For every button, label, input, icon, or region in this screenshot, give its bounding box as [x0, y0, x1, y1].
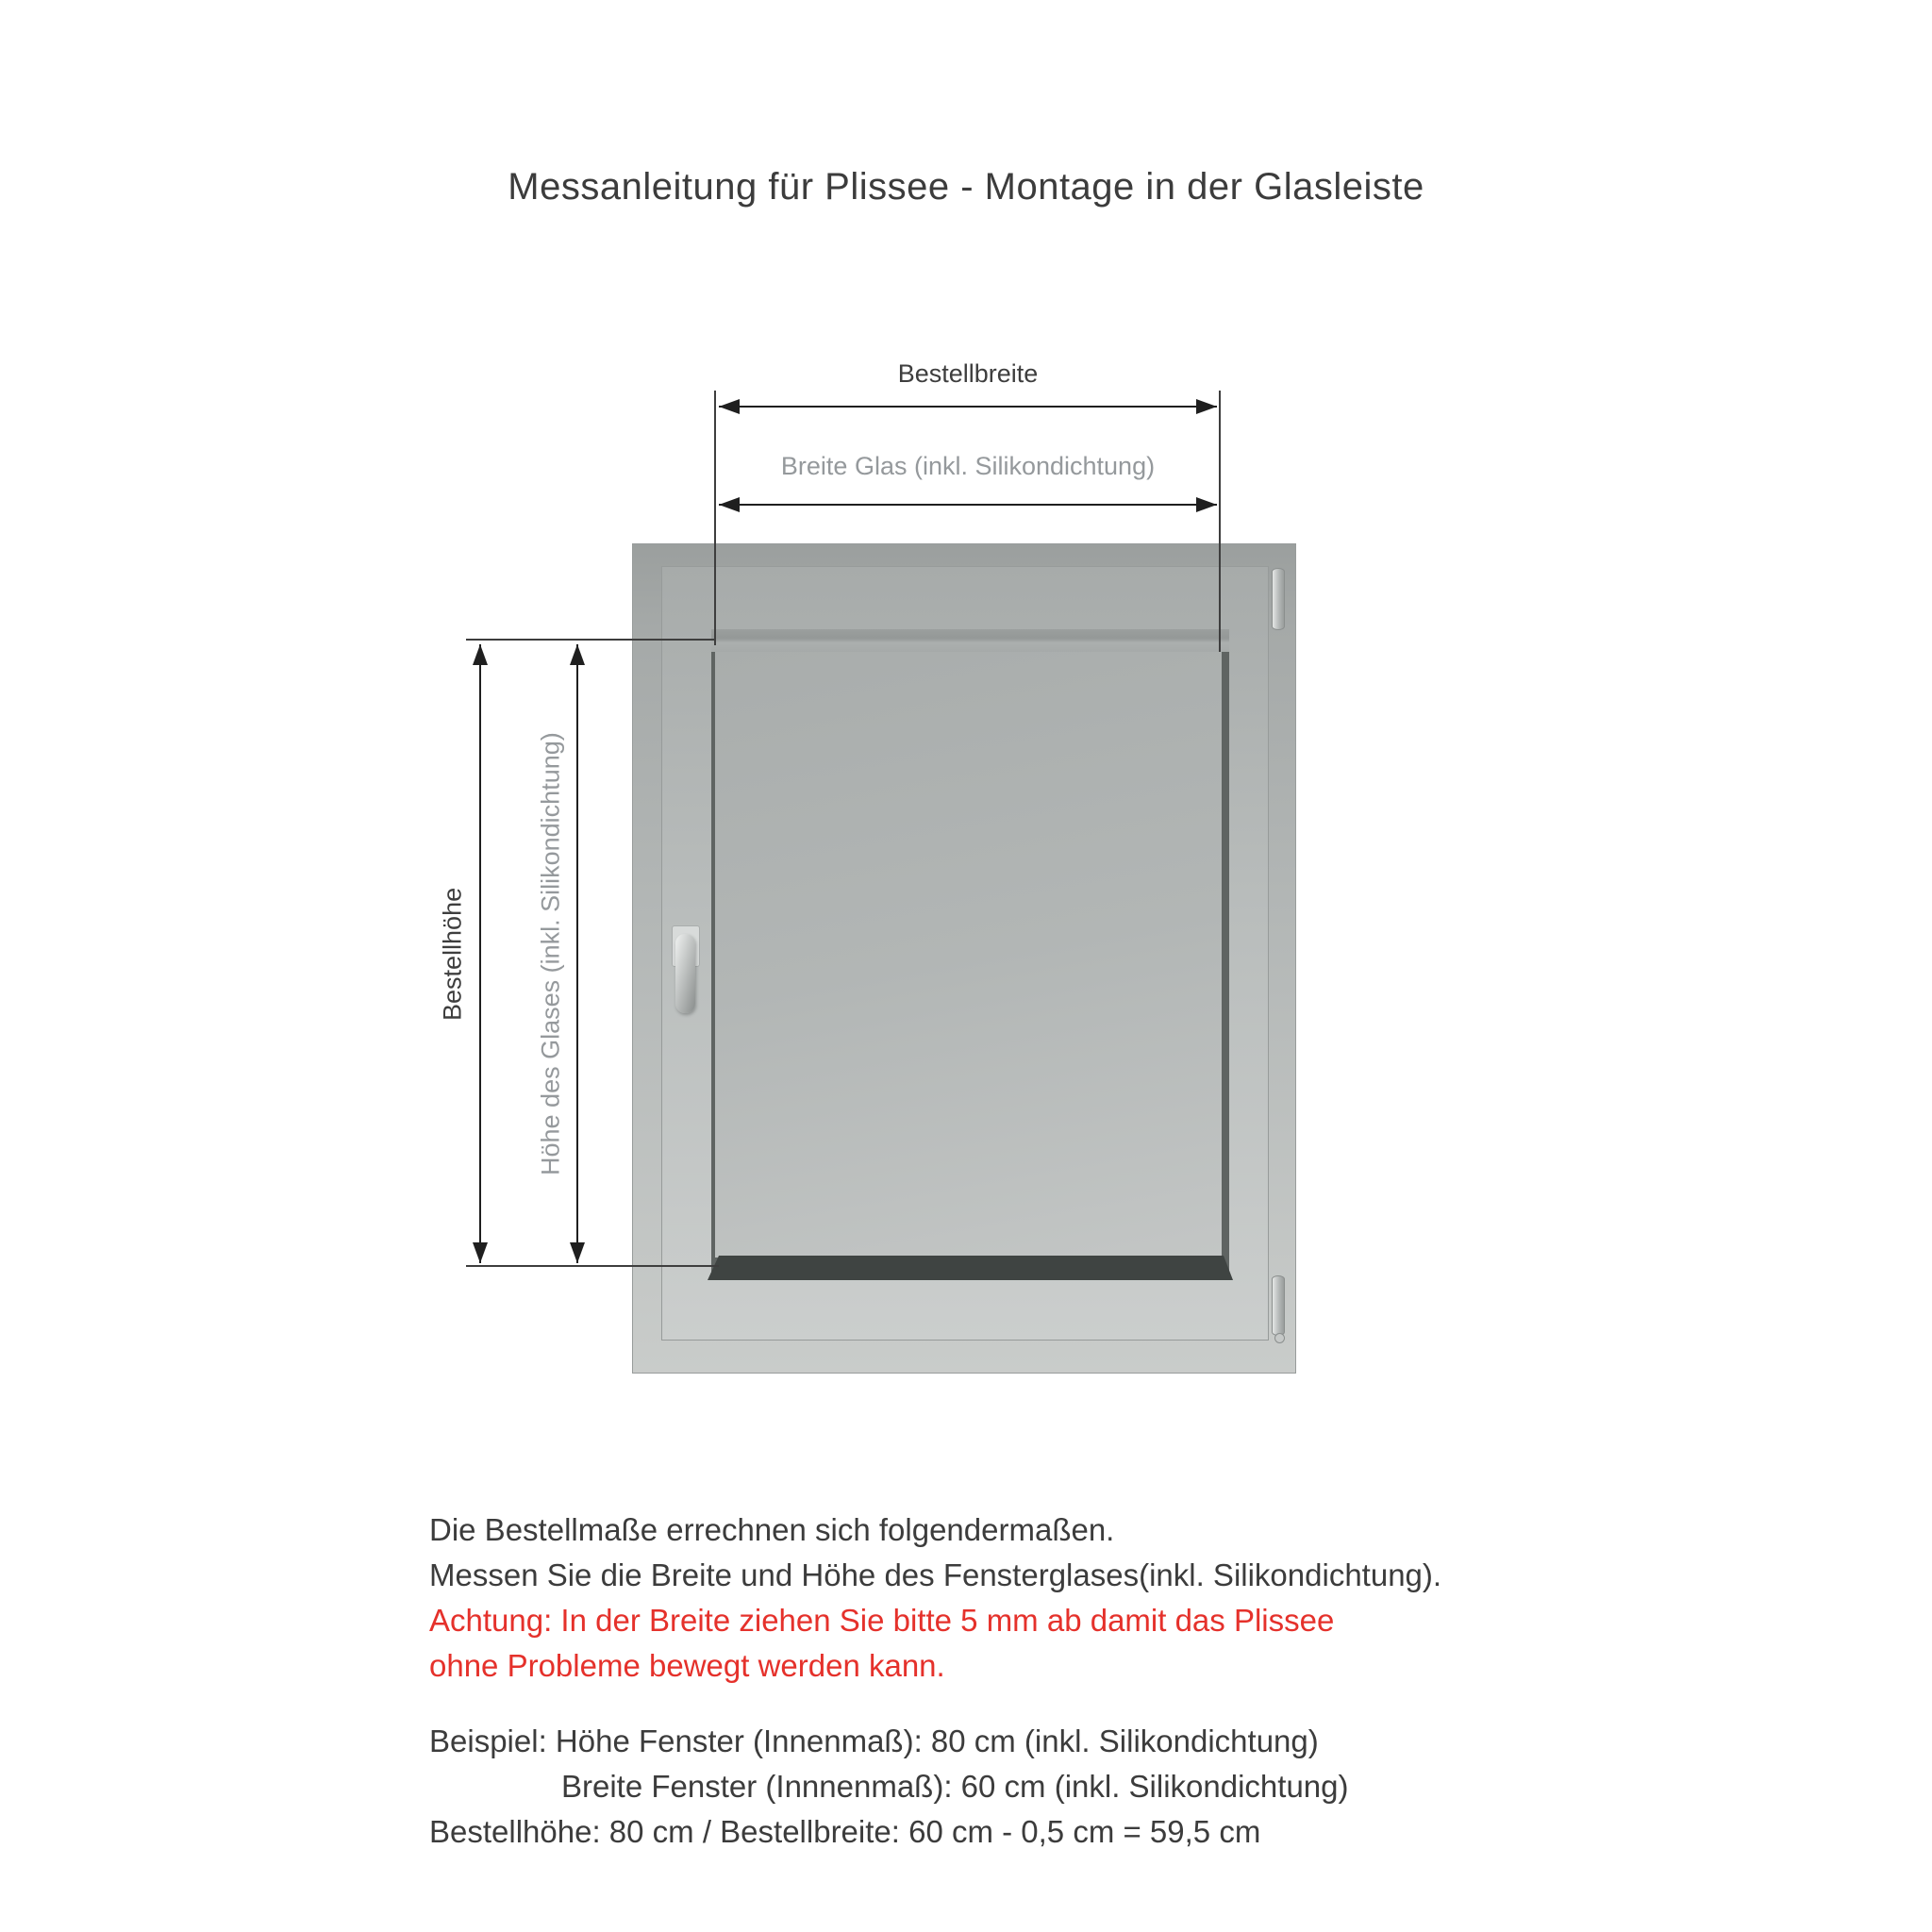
- order-width-dimension-arrow: [719, 406, 1217, 408]
- glass-bead-bottom: [708, 1256, 1233, 1280]
- height-extension-line-bottom: [466, 1265, 719, 1267]
- warning-line: Achtung: In der Breite ziehen Sie bitte 5 mm ab damit das Plissee: [429, 1603, 1335, 1638]
- window-glass: [715, 652, 1222, 1257]
- hinge-bottom: [1272, 1275, 1285, 1336]
- window-handle: [675, 934, 695, 1013]
- order-height-label: Bestellhöhe: [438, 887, 467, 1021]
- height-extension-line-top: [466, 639, 715, 641]
- glass-height-label: Höhe des Glases (inkl. Silikondichtung): [536, 732, 565, 1175]
- width-extension-line-right: [1219, 391, 1221, 652]
- glass-height-dimension-arrow: [576, 644, 578, 1263]
- instruction-line: Die Bestellmaße errechnen sich folgendermaßen.: [429, 1512, 1115, 1547]
- example-line: Beispiel: Höhe Fenster (Innenmaß): 80 cm (inkl. Silikondichtung): [429, 1724, 1319, 1758]
- page-title: Messanleitung für Plissee - Montage in der Glasleiste: [508, 166, 1424, 208]
- glass-bead-top: [711, 629, 1229, 652]
- instruction-line: Messen Sie die Breite und Höhe des Fensterglases(inkl. Silikondichtung).: [429, 1557, 1442, 1592]
- order-width-label: Bestellbreite: [897, 359, 1039, 388]
- glass-bead-frame: [711, 629, 1229, 1280]
- width-extension-line-left: [714, 391, 716, 645]
- glass-width-dimension-arrow: [719, 504, 1217, 506]
- window-illustration: [632, 543, 1296, 1374]
- example-line: Bestellhöhe: 80 cm / Bestellbreite: 60 cm - 0,5 cm = 59,5 cm: [429, 1814, 1261, 1849]
- example-block: [429, 1719, 1349, 1855]
- instructions-block: [429, 1507, 1441, 1689]
- hinge-top: [1272, 568, 1285, 630]
- order-height-dimension-arrow: [479, 644, 481, 1263]
- warning-line: ohne Probleme bewegt werden kann.: [429, 1648, 945, 1683]
- example-line: Breite Fenster (Innnenmaß): 60 cm (inkl. Silikondichtung): [561, 1769, 1349, 1804]
- glass-width-label: Breite Glas (inkl. Silikondichtung): [780, 452, 1156, 480]
